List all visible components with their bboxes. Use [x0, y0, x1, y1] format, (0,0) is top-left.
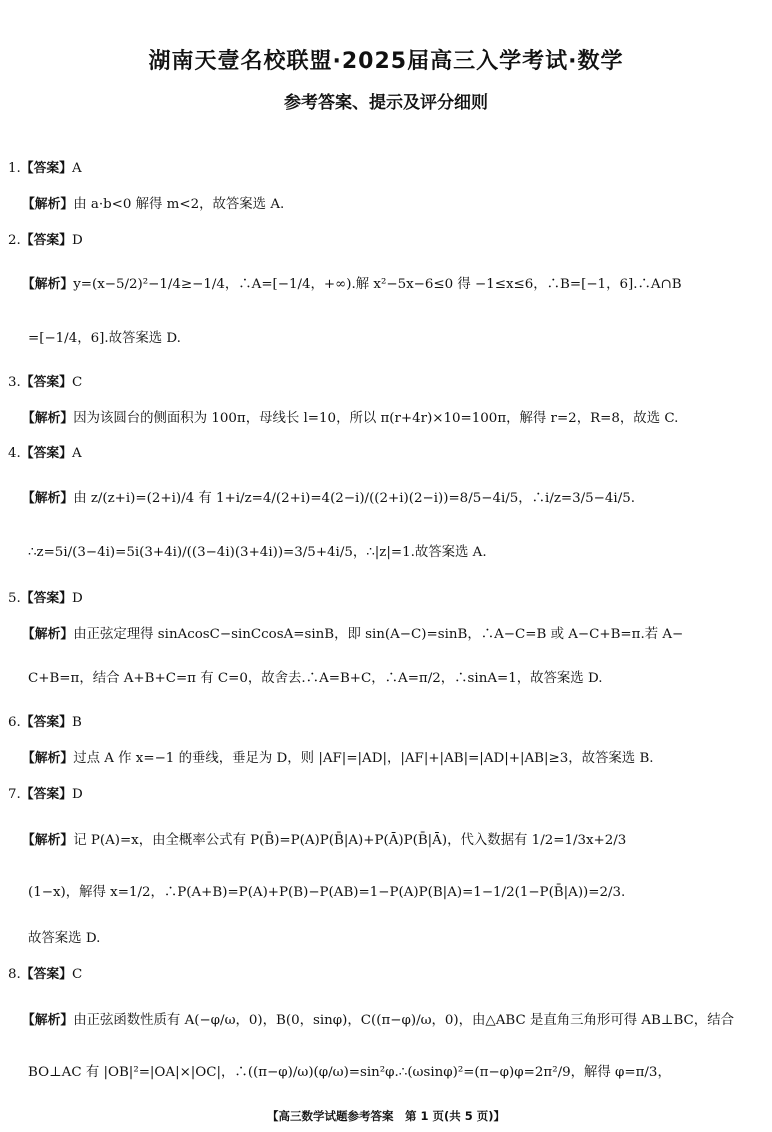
analysis-line-q7: 【解析】记 P(A)=x，由全概率公式有 P(B̄)=P(A)P(B̄|A)+P(Ā)P(B̄|Ā)，代入数据有 1/2=1/3x+2/3 — [22, 833, 627, 848]
analysis-line-q2-cont: =[−1/4，6].故答案选 D. — [28, 331, 181, 346]
answer-line-q8: 8.【答案】C — [8, 967, 83, 982]
answer-line-q2: 2.【答案】D — [8, 233, 83, 248]
answer-line-q4: 4.【答案】A — [8, 446, 82, 461]
page-footer: 【高三数学试题参考答案 第 1 页(共 5 页)】 — [266, 1109, 506, 1123]
answer-line-q7: 7.【答案】D — [8, 787, 83, 802]
analysis-line-q4-cont: ∴z=5i/(3−4i)=5i(3+4i)/((3−4i)(3+4i))=3/5+4i/5，∴|z|=1.故答案选 A. — [28, 545, 487, 560]
page-title: 湖南天壹名校联盟·2025届高三入学考试·数学 — [148, 49, 624, 74]
analysis-line-q5: 【解析】由正弦定理得 sinAcosC−sinCcosA=sinB，即 sin(A−C)=sinB，∴A−C=B 或 A−C+B=π.若 A− — [22, 627, 684, 642]
answer-line-q6: 6.【答案】B — [8, 715, 82, 730]
analysis-line-q1: 【解析】由 a·b<0 解得 m<2，故答案选 A. — [22, 197, 285, 212]
answer-line-q5: 5.【答案】D — [8, 591, 83, 606]
analysis-line-q2: 【解析】y=(x−5/2)²−1/4≥−1/4，∴A=[−1/4，+∞).解 x²−5x−6≤0 得 −1≤x≤6，∴B=[−1，6].∴A∩B — [22, 277, 682, 292]
analysis-line-q7-cont: (1−x)，解得 x=1/2，∴P(A+B)=P(A)+P(B)−P(AB)=1−P(A)P(B|A)=1−1/2(1−P(B̄|A))=2/3. — [28, 885, 626, 900]
analysis-line-q8: 【解析】由正弦函数性质有 A(−φ/ω，0)，B(0，sinφ)，C((π−φ)/ω，0)，由△ABC 是直角三角形可得 AB⊥BC，结合 — [22, 1013, 734, 1028]
answer-line-q1: 1.【答案】A — [8, 161, 82, 176]
analysis-line-q3: 【解析】因为该圆台的侧面积为 100π，母线长 l=10，所以 π(r+4r)×10=100π，解得 r=2，R=8，故选 C. — [22, 411, 679, 426]
analysis-line-q6: 【解析】过点 A 作 x=−1 的垂线，垂足为 D，则 |AF|=|AD|，|AF|+|AB|=|AD|+|AB|≥3，故答案选 B. — [22, 751, 654, 766]
answer-line-q3: 3.【答案】C — [8, 375, 83, 390]
analysis-line-q7-end: 故答案选 D. — [28, 931, 101, 946]
page-subtitle: 参考答案、提示及评分细则 — [284, 93, 488, 113]
analysis-line-q4: 【解析】由 z/(z+i)=(2+i)/4 有 1+i/z=4/(2+i)=4(2−i)/((2+i)(2−i))=8/5−4i/5，∴i/z=3/5−4i/5. — [22, 491, 635, 506]
analysis-line-q8-cont: BO⊥AC 有 |OB|²=|OA|×|OC|，∴((π−φ)/ω)(φ/ω)=sin²φ.∴(ωsinφ)²=(π−φ)φ=2π²/9，解得 φ=π/3， — [28, 1065, 671, 1080]
analysis-line-q5-cont: C+B=π，结合 A+B+C=π 有 C=0，故舍去.∴A=B+C，∴A=π/2，∴sinA=1，故答案选 D. — [28, 671, 603, 686]
